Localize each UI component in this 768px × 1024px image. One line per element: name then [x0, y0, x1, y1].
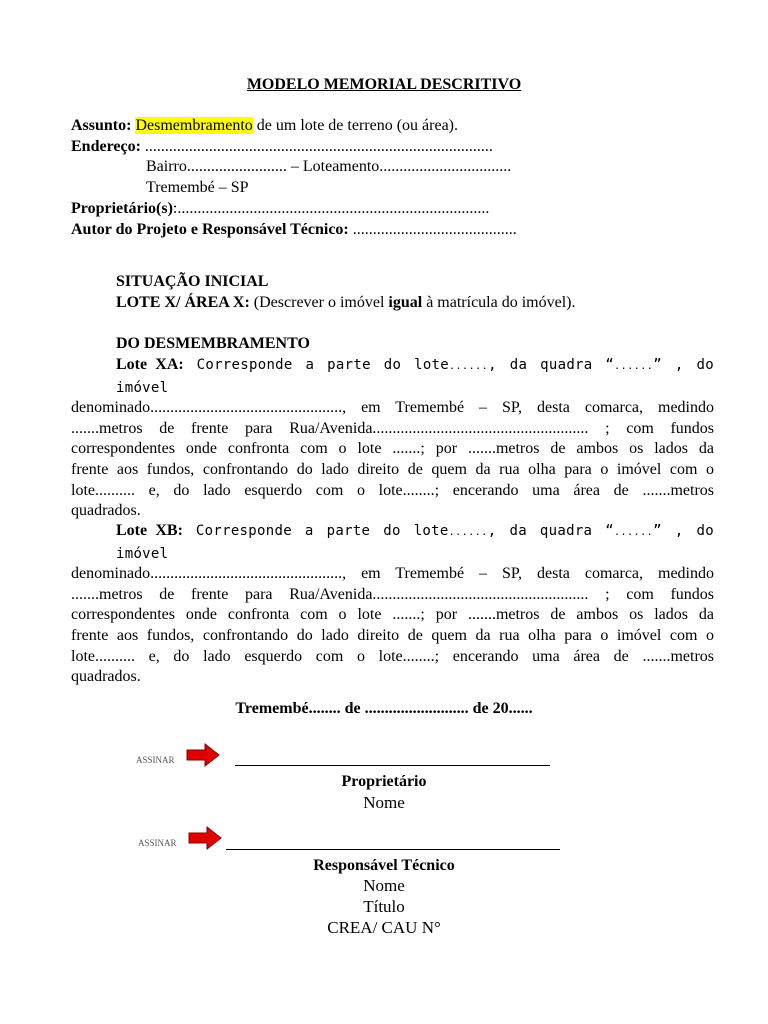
initial-lot-text: (Descrever o imóvel [249, 294, 389, 311]
lot-xb-dots: ...... [614, 527, 654, 538]
lot-xa-label: Lote XA: [116, 356, 184, 373]
lot-xb-line-5: frente aos fundos, confrontando do lado direito de quem da rua olha para o imóvel com o [71, 626, 714, 644]
author-value: ......................................... [348, 221, 517, 238]
lot-xb-text: Corresponde a parte do lote [182, 523, 449, 539]
red-arrow-icon [186, 743, 220, 767]
owner-label: Proprietário(s) [71, 200, 173, 217]
lot-xb-label: Lote XB: [116, 522, 183, 539]
lot-xb-text: , da quadra “ [487, 523, 614, 539]
city-line: Tremembé – SP [146, 179, 249, 196]
lot-xb-line-2: denominado................................................, em Tremembé – SP, desta comarca, medindo [71, 565, 714, 583]
lot-xb-dots: ...... [448, 527, 488, 538]
address-label: Endereço: [71, 138, 141, 155]
subject-line [71, 116, 458, 137]
lot-xa-line-4: correspondentes onde confronta com o lote .......; por .......metros de ambos os lados da [71, 440, 714, 458]
initial-situation-heading: SITUAÇÃO INICIAL [116, 273, 269, 290]
author-label: Autor do Projeto e Responsável Técnico: [71, 221, 349, 238]
lot-xa-dots: ...... [614, 361, 654, 372]
sign-label-owner: ASSINAR [136, 755, 175, 765]
subdivision-heading: DO DESMEMBRAMENTO [116, 335, 310, 352]
technician-name: Nome [363, 876, 405, 895]
author-line [71, 220, 517, 241]
subject-label: Assunto: [71, 117, 132, 134]
owner-value: :.............................................................................. [172, 200, 490, 217]
initial-lot-bold: igual [388, 294, 423, 311]
initial-lot-label: LOTE X/ ÁREA X: [116, 294, 250, 311]
lot-xa-paragraph [71, 355, 714, 522]
owner-name: Nome [363, 793, 405, 812]
lot-xb-text: ” , do imóvel [116, 523, 715, 562]
date-line: Tremembé........ de .......................... de 20...... [235, 700, 533, 717]
document-title: MODELO MEMORIAL DESCRITIVO [246, 76, 522, 93]
technician-registration: CREA/ CAU N° [327, 918, 441, 937]
technician-degree: Título [363, 897, 405, 916]
lot-xb-line-4: correspondentes onde confronta com o lote .......; por .......metros de ambos os lados da [71, 606, 714, 624]
initial-lot-text-end: à matrícula do imóvel). [422, 294, 576, 311]
lot-xb-paragraph [71, 521, 714, 688]
lot-xb-line-6: lote.......... e, do lado esquerdo com o lote........; encerando uma área de .......metros [71, 647, 714, 665]
lot-xa-text: , da quadra “ [488, 357, 615, 373]
lot-xa-text: ” , do imóvel [116, 357, 715, 396]
owner-line [71, 199, 489, 220]
sign-label-technician: ASSINAR [138, 838, 177, 848]
technician-title: Responsável Técnico [313, 857, 455, 874]
address-value: ....................................................................................... [140, 138, 493, 155]
owner-signature-line[interactable] [235, 765, 550, 766]
address-line [71, 137, 493, 158]
lot-xa-text: Corresponde a parte do lote [183, 357, 450, 373]
lot-xa-line-1 [71, 355, 714, 398]
subject-highlight: Desmembramento [135, 117, 253, 134]
lot-xa-line-6: lote.......... e, do lado esquerdo com o lote........; encerando uma área de .......metros [71, 481, 714, 499]
initial-lot-line [116, 293, 575, 314]
lot-xb-line-3: .......metros de frente para Rua/Avenida...................................................... ; com fundos [71, 585, 714, 603]
neighborhood-line: Bairro......................... – Loteamento................................. [146, 158, 512, 175]
lot-xb-line-1 [71, 521, 714, 564]
subject-text: de um lote de terreno (ou área). [252, 117, 458, 134]
lot-xa-line-3: .......metros de frente para Rua/Avenida...................................................... ; com fundos [71, 419, 714, 437]
red-arrow-icon [188, 826, 222, 850]
owner-title: Proprietário [341, 773, 427, 790]
lot-xa-dots: ...... [449, 361, 489, 372]
lot-xa-line-5: frente aos fundos, confrontando do lado direito de quem da rua olha para o imóvel com o [71, 460, 714, 478]
lot-xb-line-7: quadrados. [71, 668, 141, 686]
lot-xa-line-2: denominado................................................, em Tremembé – SP, desta comarca, medindo [71, 399, 714, 417]
lot-xa-line-7: quadrados. [71, 502, 141, 520]
technician-signature-line[interactable] [226, 849, 560, 850]
